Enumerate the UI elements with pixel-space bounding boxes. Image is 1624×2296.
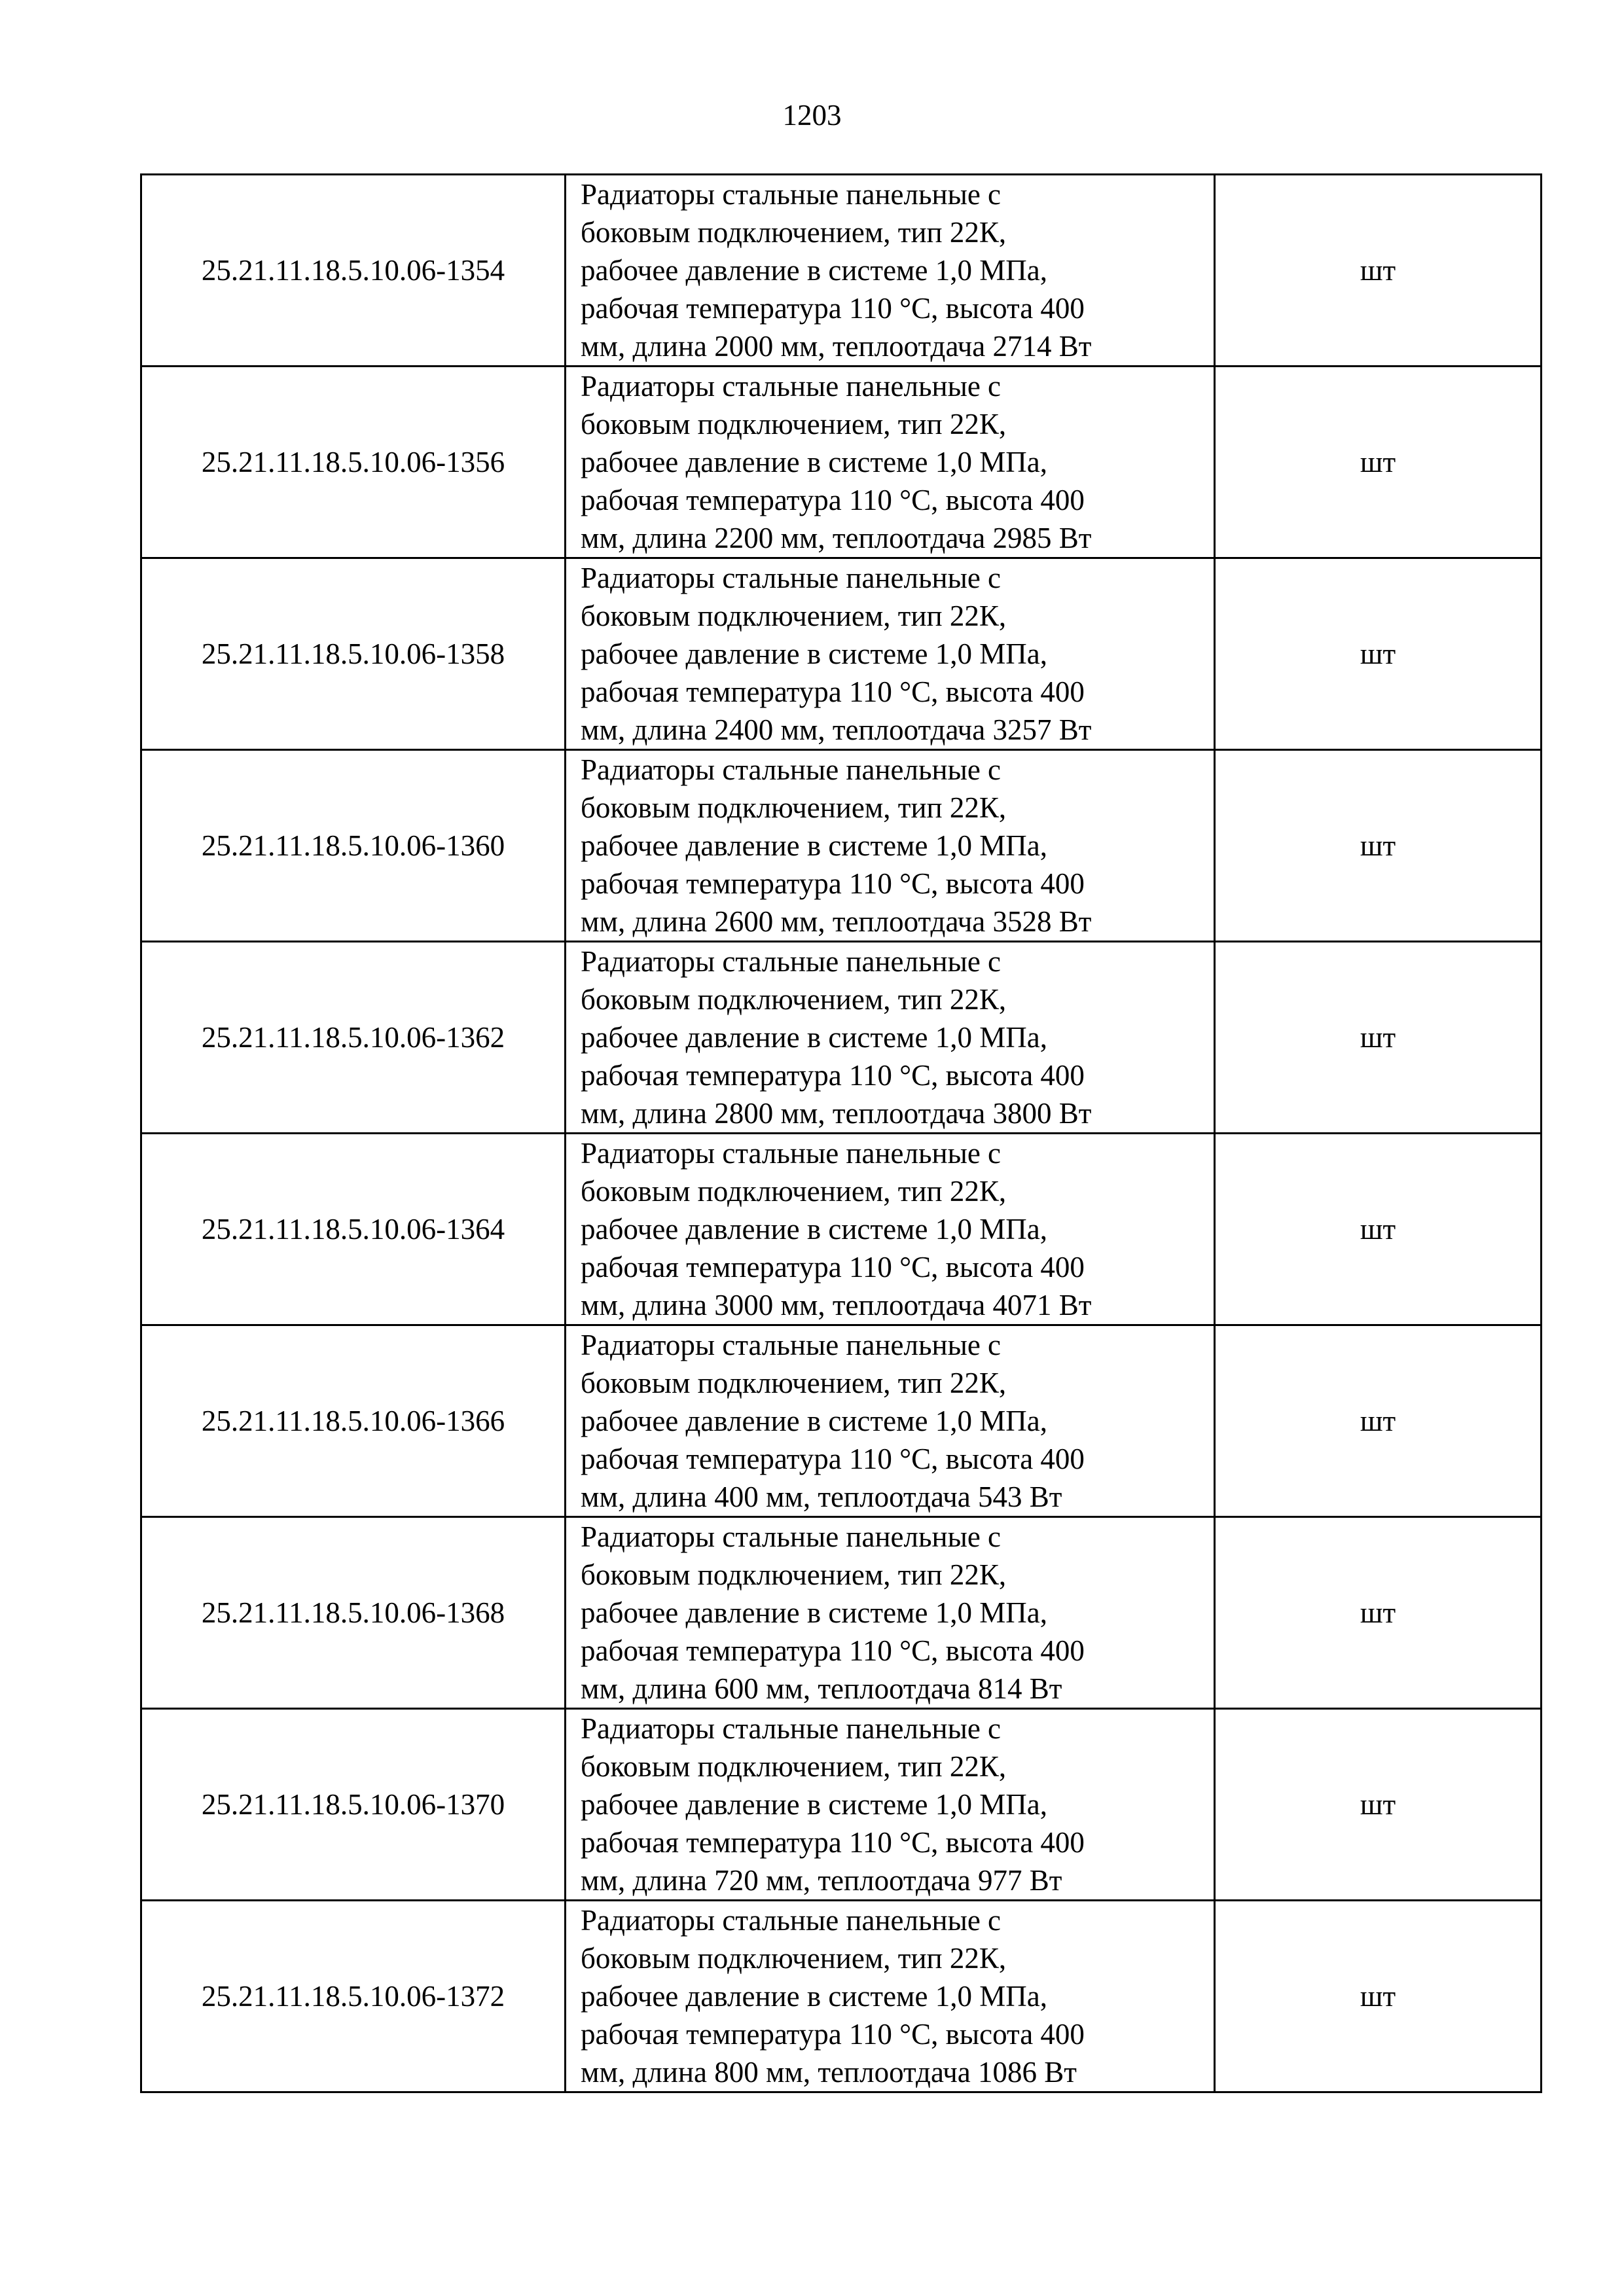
- resource-code-cell: 25.21.11.18.5.10.06-1370: [141, 1709, 566, 1901]
- resource-code-cell: 25.21.11.18.5.10.06-1372: [141, 1901, 566, 2092]
- resource-description-cell: [566, 1901, 1215, 2092]
- table-row: [141, 1134, 1542, 1325]
- description-line: мм, длина 2600 мм, теплоотдача 3528 Вт: [581, 905, 1092, 938]
- description-line: боковым подключением, тип 22К,: [581, 1750, 1007, 1783]
- description-line: рабочая температура 110 °С, высота 400: [581, 867, 1085, 900]
- description-line: Радиаторы стальные панельные с: [581, 1712, 1001, 1745]
- description-line: рабочая температура 110 °С, высота 400: [581, 1634, 1085, 1667]
- description-line: рабочее давление в системе 1,0 МПа,: [581, 446, 1047, 478]
- description-line: боковым подключением, тип 22К,: [581, 216, 1007, 249]
- description-line: рабочая температура 110 °С, высота 400: [581, 1251, 1085, 1283]
- description-line: боковым подключением, тип 22К,: [581, 1942, 1007, 1975]
- resource-code-cell: 25.21.11.18.5.10.06-1366: [141, 1325, 566, 1517]
- description-line: Радиаторы стальные панельные с: [581, 370, 1001, 403]
- description-line: боковым подключением, тип 22К,: [581, 1175, 1007, 1208]
- description-line: рабочее давление в системе 1,0 МПа,: [581, 1788, 1047, 1821]
- table-row: [141, 1517, 1542, 1709]
- resource-code-cell: 25.21.11.18.5.10.06-1360: [141, 750, 566, 942]
- description-line: рабочее давление в системе 1,0 МПа,: [581, 254, 1047, 287]
- table-row: [141, 558, 1542, 750]
- resource-description-cell: [566, 1709, 1215, 1901]
- description-line: Радиаторы стальные панельные с: [581, 1137, 1001, 1170]
- table-row: [141, 1901, 1542, 2092]
- resource-code-cell: 25.21.11.18.5.10.06-1358: [141, 558, 566, 750]
- description-line: боковым подключением, тип 22К,: [581, 983, 1007, 1016]
- description-line: боковым подключением, тип 22К,: [581, 1367, 1007, 1399]
- description-line: рабочее давление в системе 1,0 МПа,: [581, 1980, 1047, 2013]
- description-line: рабочая температура 110 °С, высота 400: [581, 1826, 1085, 1859]
- description-line: рабочее давление в системе 1,0 МПа,: [581, 829, 1047, 862]
- description-line: Радиаторы стальные панельные с: [581, 1329, 1001, 1361]
- table-row: [141, 750, 1542, 942]
- unit-cell: шт: [1215, 942, 1542, 1134]
- resource-description-cell: [566, 942, 1215, 1134]
- description-line: рабочая температура 110 °С, высота 400: [581, 2018, 1085, 2051]
- unit-cell: шт: [1215, 1517, 1542, 1709]
- resource-description-cell: [566, 558, 1215, 750]
- description-line: мм, длина 720 мм, теплоотдача 977 Вт: [581, 1864, 1062, 1897]
- unit-cell: шт: [1215, 175, 1542, 367]
- description-line: мм, длина 2400 мм, теплоотдача 3257 Вт: [581, 713, 1092, 746]
- description-line: боковым подключением, тип 22К,: [581, 600, 1007, 632]
- table-row: [141, 1709, 1542, 1901]
- resource-description-cell: [566, 175, 1215, 367]
- description-line: рабочая температура 110 °С, высота 400: [581, 292, 1085, 325]
- resource-code-cell: 25.21.11.18.5.10.06-1368: [141, 1517, 566, 1709]
- resource-description-cell: [566, 1325, 1215, 1517]
- description-line: рабочая температура 110 °С, высота 400: [581, 1443, 1085, 1475]
- description-line: мм, длина 2200 мм, теплоотдача 2985 Вт: [581, 522, 1092, 554]
- description-line: Радиаторы стальные панельные с: [581, 178, 1001, 211]
- resource-code-cell: 25.21.11.18.5.10.06-1354: [141, 175, 566, 367]
- table-row: [141, 942, 1542, 1134]
- resource-description-cell: [566, 1517, 1215, 1709]
- description-line: Радиаторы стальные панельные с: [581, 753, 1001, 786]
- catalog-table-body: [141, 175, 1542, 2092]
- unit-cell: шт: [1215, 367, 1542, 558]
- table-row: [141, 367, 1542, 558]
- description-line: рабочая температура 110 °С, высота 400: [581, 484, 1085, 516]
- description-line: мм, длина 2800 мм, теплоотдача 3800 Вт: [581, 1097, 1092, 1130]
- description-line: боковым подключением, тип 22К,: [581, 408, 1007, 440]
- description-line: мм, длина 600 мм, теплоотдача 814 Вт: [581, 1672, 1062, 1705]
- unit-cell: шт: [1215, 1901, 1542, 2092]
- page-number: 1203: [782, 99, 842, 132]
- description-line: мм, длина 2000 мм, теплоотдача 2714 Вт: [581, 330, 1092, 363]
- resource-description-cell: [566, 367, 1215, 558]
- resource-code-cell: 25.21.11.18.5.10.06-1356: [141, 367, 566, 558]
- unit-cell: шт: [1215, 750, 1542, 942]
- description-line: рабочее давление в системе 1,0 МПа,: [581, 637, 1047, 670]
- catalog-table: [140, 173, 1542, 2093]
- resource-description-cell: [566, 1134, 1215, 1325]
- description-line: рабочее давление в системе 1,0 МПа,: [581, 1596, 1047, 1629]
- description-line: рабочая температура 110 °С, высота 400: [581, 675, 1085, 708]
- resource-description-cell: [566, 750, 1215, 942]
- description-line: Радиаторы стальные панельные с: [581, 562, 1001, 594]
- description-line: боковым подключением, тип 22К,: [581, 1558, 1007, 1591]
- description-line: рабочее давление в системе 1,0 МПа,: [581, 1021, 1047, 1054]
- unit-cell: шт: [1215, 1134, 1542, 1325]
- unit-cell: шт: [1215, 1709, 1542, 1901]
- table-row: [141, 1325, 1542, 1517]
- description-line: рабочее давление в системе 1,0 МПа,: [581, 1213, 1047, 1246]
- description-line: Радиаторы стальные панельные с: [581, 1904, 1001, 1937]
- resource-code-cell: 25.21.11.18.5.10.06-1364: [141, 1134, 566, 1325]
- description-line: Радиаторы стальные панельные с: [581, 1520, 1001, 1553]
- table-row: [141, 175, 1542, 367]
- resource-code-cell: 25.21.11.18.5.10.06-1362: [141, 942, 566, 1134]
- description-line: мм, длина 400 мм, теплоотдача 543 Вт: [581, 1480, 1062, 1513]
- description-line: мм, длина 3000 мм, теплоотдача 4071 Вт: [581, 1289, 1092, 1321]
- description-line: боковым подключением, тип 22К,: [581, 791, 1007, 824]
- unit-cell: шт: [1215, 1325, 1542, 1517]
- description-line: мм, длина 800 мм, теплоотдача 1086 Вт: [581, 2056, 1077, 2089]
- description-line: Радиаторы стальные панельные с: [581, 945, 1001, 978]
- description-line: рабочее давление в системе 1,0 МПа,: [581, 1405, 1047, 1437]
- unit-cell: шт: [1215, 558, 1542, 750]
- description-line: рабочая температура 110 °С, высота 400: [581, 1059, 1085, 1092]
